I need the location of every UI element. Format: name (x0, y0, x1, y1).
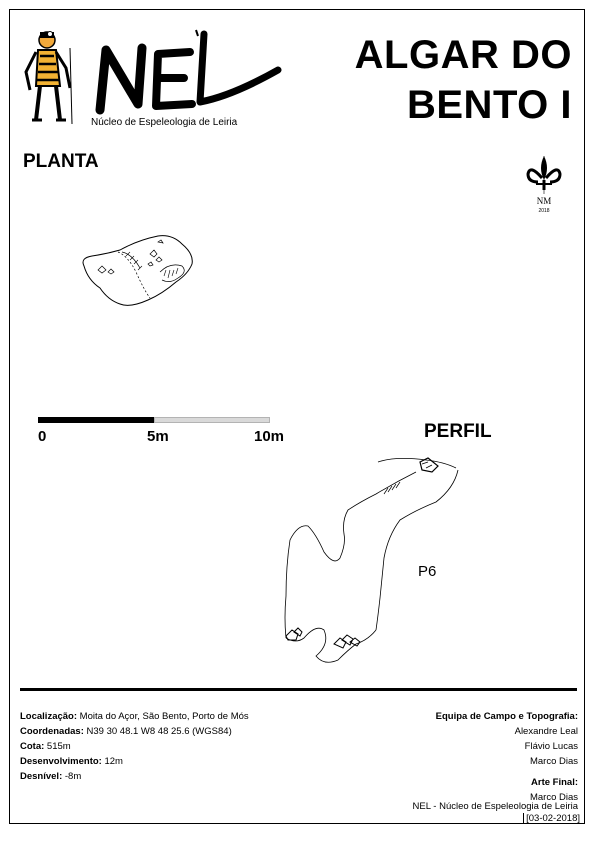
survey-team-heading: Equipa de Campo e Topografia: (435, 711, 578, 722)
footer-date: [03-02-2018] (523, 813, 580, 824)
scale-bar (38, 417, 270, 423)
seal-lettering: NM (536, 196, 552, 206)
depth-label: Desnível: (20, 771, 63, 782)
scale-label-end: 10m (254, 428, 285, 445)
seal-year: 2018 (538, 208, 550, 214)
team-member: Flávio Lucas (524, 741, 578, 752)
team-credits (436, 709, 578, 805)
scale-bar-dark-segment (38, 417, 154, 423)
footer-divider (20, 688, 577, 691)
footer-org: NEL - Núcleo de Espeleologia de Leiria (412, 801, 578, 812)
coordinates-row (20, 724, 249, 739)
location-row (20, 709, 249, 724)
team-member: Alexandre Leal (514, 726, 578, 737)
cave-info (20, 709, 249, 784)
profile-label: PERFIL (424, 421, 492, 442)
plan-label: PLANTA (23, 151, 99, 172)
artwork-heading: Arte Final: (531, 777, 578, 788)
development-label: Desenvolvimento: (20, 756, 102, 767)
scale-bar-light-segment (154, 417, 270, 423)
scale-label-mid: 5m (147, 428, 169, 445)
page-title (355, 30, 572, 130)
development-row (20, 754, 249, 769)
elevation-value: 515m (44, 741, 71, 752)
depth-value: -8m (62, 771, 82, 782)
scale-label-start: 0 (38, 428, 47, 445)
depth-row (20, 769, 249, 784)
caver-mascot-icon (20, 28, 80, 128)
artwork-author: Marco Dias (529, 792, 578, 803)
cave-plan-drawing (78, 232, 198, 312)
cave-profile-drawing (276, 448, 476, 670)
coordinates-value: N39 30 48.1 W8 48 25.6 (WGS84) (83, 726, 232, 737)
nel-logo (92, 30, 282, 115)
title-line-1: ALGAR DO (354, 33, 572, 77)
team-member: Marco Dias (529, 756, 578, 767)
elevation-row (20, 739, 249, 754)
org-full-name: Núcleo de Espeleologia de Leiria (91, 117, 238, 128)
location-value: Moita do Açor, São Bento, Porto de Mós (77, 711, 249, 722)
pitch-label: P6 (418, 563, 437, 580)
elevation-label: Cota: (20, 741, 45, 752)
development-value: 12m (101, 756, 123, 767)
title-line-2: BENTO I (406, 83, 572, 127)
location-label: Localização: (20, 711, 78, 722)
coordinates-label: Coordenadas: (20, 726, 84, 737)
fleur-de-lis-seal-icon (524, 154, 564, 216)
